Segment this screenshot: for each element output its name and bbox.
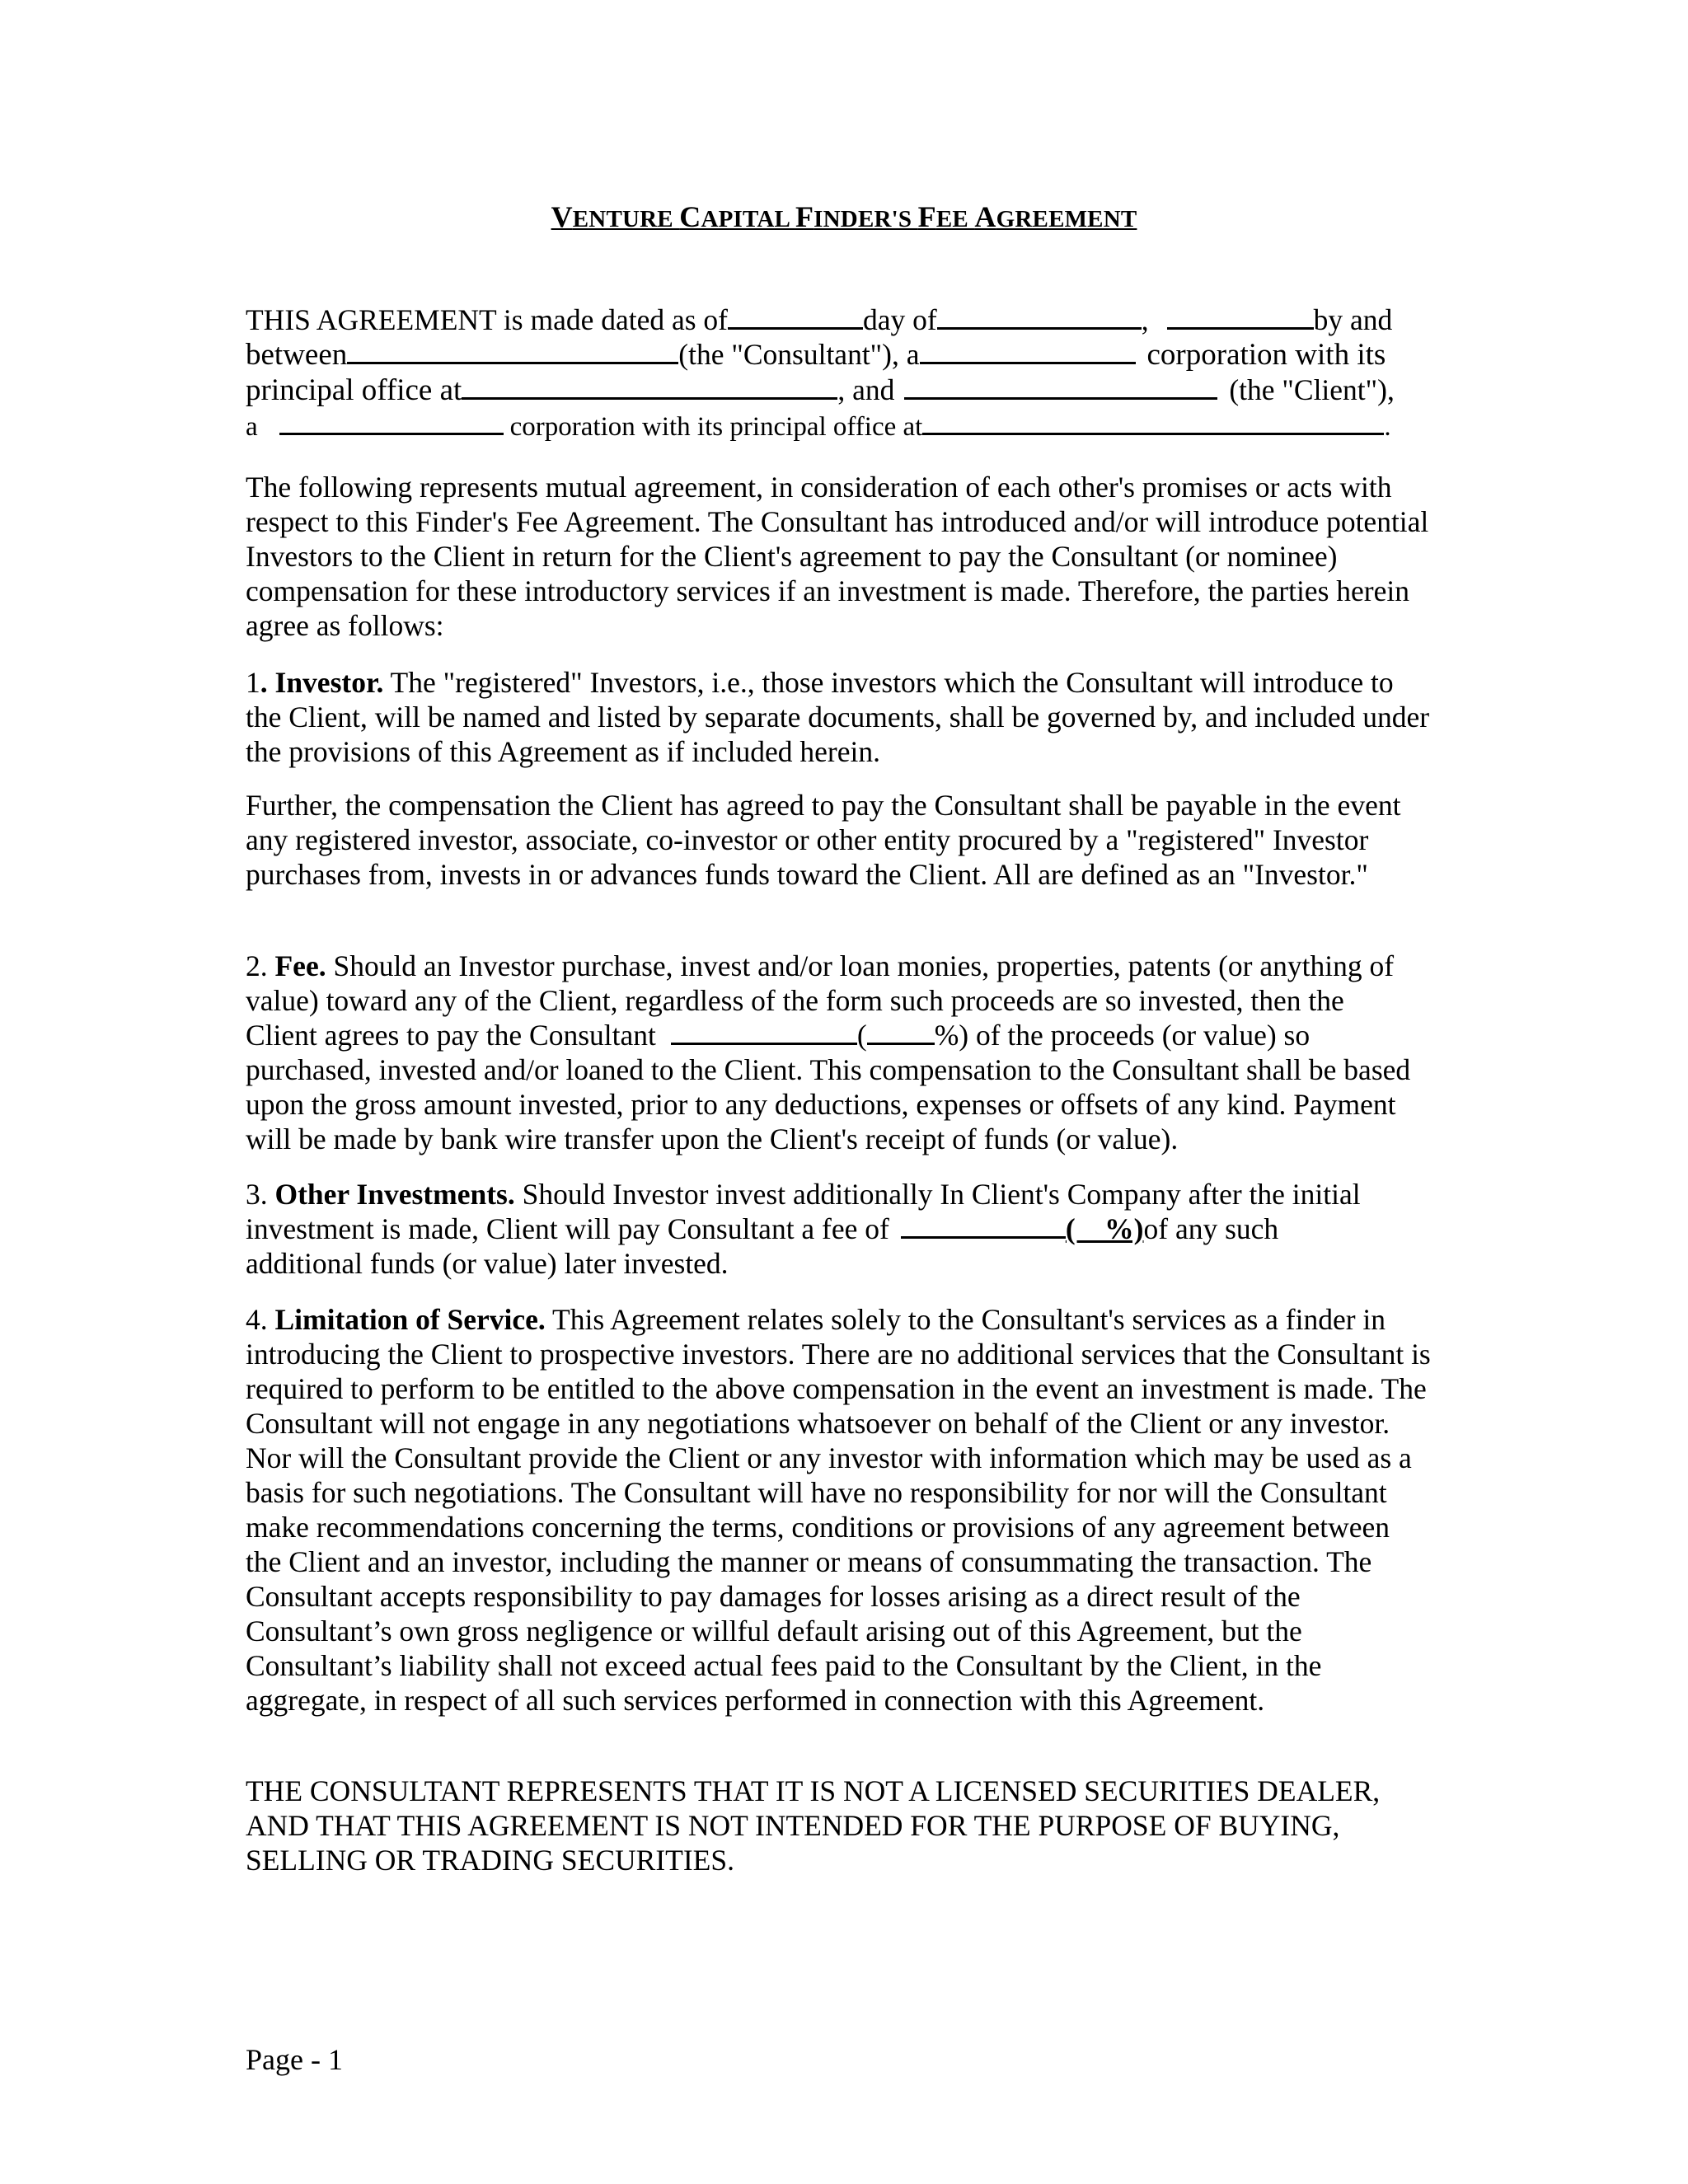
preamble-paragraph: The following represents mutual agreement, in consideration of each other's promises or acts with respect to this Finder's Fee Agreement. The Consultant has introduced and/or will introduce potential Investors to the Client in return for the Client's agreement to pay the Consultant (or nominee) compensation for these introductory services if an investment is made. Therefore, the parties herein agree as follows: <box>246 471 1429 642</box>
intro-text: THIS AGREEMENT is made dated as of <box>246 303 729 336</box>
other-investments-line-2 <box>246 1212 1432 1246</box>
section-4-limitation-of-service <box>246 1302 1432 1718</box>
other-investments-line-1 <box>246 1177 1432 1212</box>
section-text: ( <box>856 1019 867 1052</box>
consultant-address-blank[interactable] <box>462 373 837 400</box>
fee-words-blank[interactable] <box>671 1018 857 1045</box>
fee-line-3 <box>246 1018 1432 1052</box>
intro-line-2 <box>246 337 1432 373</box>
section-number: 1 <box>246 666 260 699</box>
section-number: 3. <box>246 1178 275 1211</box>
section-text: Client agrees to pay the Consultant <box>246 1019 656 1052</box>
section-text: The "registered" Investors, i.e., those investors which the Consultant will introduce to the Client, will be named and listed by separate documents, shall be governed by, and included under the provisions of this Agreement as if included herein. <box>246 666 1430 768</box>
title-part: EE <box>935 206 975 232</box>
document-title <box>0 199 1688 237</box>
securities-disclaimer: THE CONSULTANT REPRESENTS THAT IT IS NOT A LICENSED SECURITIES DEALER, AND THAT THIS AGREEMENT IS NOT INTENDED FOR THE PURPOSE OF BUYING, SELLING OR TRADING SECURITIES. <box>246 1774 1381 1877</box>
section-text: Should an Investor purchase, invest and/or loan monies, properties, patents (or anything of <box>326 949 1395 982</box>
additional-fee-percent: ( %) <box>1065 1212 1144 1245</box>
intro-line-1 <box>246 302 1432 337</box>
section-text: Should Investor invest additionally In Client's Company after the initial <box>514 1178 1361 1211</box>
intro-text: (the "Consultant"), a <box>678 338 920 371</box>
section-3-other-investments <box>246 1177 1432 1281</box>
intro-text: principal office at <box>246 373 462 407</box>
fee-line-1 <box>246 949 1432 983</box>
section-text: This Agreement relates solely to the Consultant's services as a finder in introducing the Client to prospective investors. There are no additional services that the Consultant is required to perform to be entitled to the above compensation in the event an investment is made. The Consultant will not engage in any negotiations whatsoever on behalf of the Client or any investor. Nor will the Consultant provide the Client or any investor with information which may be used as a basis for such negotiations. The Consultant will have no responsibility for nor will the Consultant make recommendations concerning the terms, conditions or provisions of any agreement between the Client and an investor, including the manner or means of consummating the transaction. The Consultant accepts responsibility to pay damages for losses arising as a direct result of the Consultant’s own gross negligence or willful default arising out of this Agreement, but the Consultant’s liability shall not exceed actual fees paid to the Consultant by the Client, in the aggregate, in respect of all such services performed in connection with this Agreement. <box>246 1303 1431 1717</box>
intro-line-4 <box>246 408 1432 443</box>
intro-text: by and <box>1313 303 1393 336</box>
title-part: C <box>679 200 701 233</box>
section-number: 4. <box>246 1303 275 1336</box>
title-part: ENTURE <box>572 206 680 232</box>
title-part: F <box>917 200 936 233</box>
consultant-name-blank[interactable] <box>347 337 678 364</box>
title-part: APITAL <box>701 206 795 232</box>
title-part: V <box>551 200 573 233</box>
title-part: GREEMENT <box>996 206 1137 232</box>
section-1-investor <box>246 665 1432 769</box>
section-text: of any such <box>1143 1212 1279 1245</box>
date-month-blank[interactable] <box>937 302 1142 330</box>
intro-text: , <box>1141 303 1149 336</box>
client-state-blank[interactable] <box>279 408 504 435</box>
fee-percent-blank[interactable] <box>867 1018 935 1045</box>
intro-clause <box>246 302 1432 443</box>
intro-text: day of <box>863 303 937 336</box>
intro-line-3 <box>246 373 1432 408</box>
client-address-blank[interactable] <box>922 408 1384 435</box>
section-1-further-paragraph: Further, the compensation the Client has agreed to pay the Consultant shall be payable in the event any registered investor, associate, co-investor or other entity procured by a "registered" Investor purchases from, invests in or advances funds toward the Client. All are defined as an "Investor." <box>246 789 1401 891</box>
additional-fee-blank[interactable] <box>901 1212 1066 1239</box>
section-number: 2. <box>246 949 275 982</box>
date-day-blank[interactable] <box>728 302 863 330</box>
consultant-state-blank[interactable] <box>920 337 1136 364</box>
section-2-fee <box>246 949 1432 1156</box>
intro-text: corporation with its <box>1146 338 1386 372</box>
section-text: %) of the proceeds (or value) so <box>934 1019 1311 1052</box>
section-heading: Other Investments. <box>274 1178 515 1211</box>
title-part: F <box>795 200 814 233</box>
intro-text: corporation with its principal office at <box>509 412 923 442</box>
intro-text: , and <box>837 373 895 406</box>
other-investments-line-3: additional funds (or value) later invested. <box>246 1247 729 1280</box>
section-heading: . Investor. <box>260 666 384 699</box>
title-part: INDER'S <box>814 206 918 232</box>
section-heading: Limitation of Service. <box>274 1303 546 1336</box>
client-name-blank[interactable] <box>904 373 1217 400</box>
section-text: investment is made, Client will pay Consultant a fee of <box>246 1212 889 1245</box>
page-number: Page - 1 <box>246 2043 343 2076</box>
intro-text: a <box>246 412 258 442</box>
intro-text: (the "Client"), <box>1229 373 1395 406</box>
intro-text: between <box>246 338 348 372</box>
section-text: purchased, invested and/or loaned to the Client. This compensation to the Consultant shall be based upon the gross amount invested, prior to any deductions, expenses or offsets of any kind. Payment will be made by bank wire transfer upon the Client's receipt of funds (or value). <box>246 1053 1411 1155</box>
title-part: A <box>974 200 996 233</box>
intro-text: . <box>1384 412 1391 442</box>
date-year-blank[interactable] <box>1167 302 1314 330</box>
section-heading: Fee. <box>274 949 326 982</box>
fee-line-2: value) toward any of the Client, regardless of the form such proceeds are so invested, then the <box>246 984 1344 1017</box>
